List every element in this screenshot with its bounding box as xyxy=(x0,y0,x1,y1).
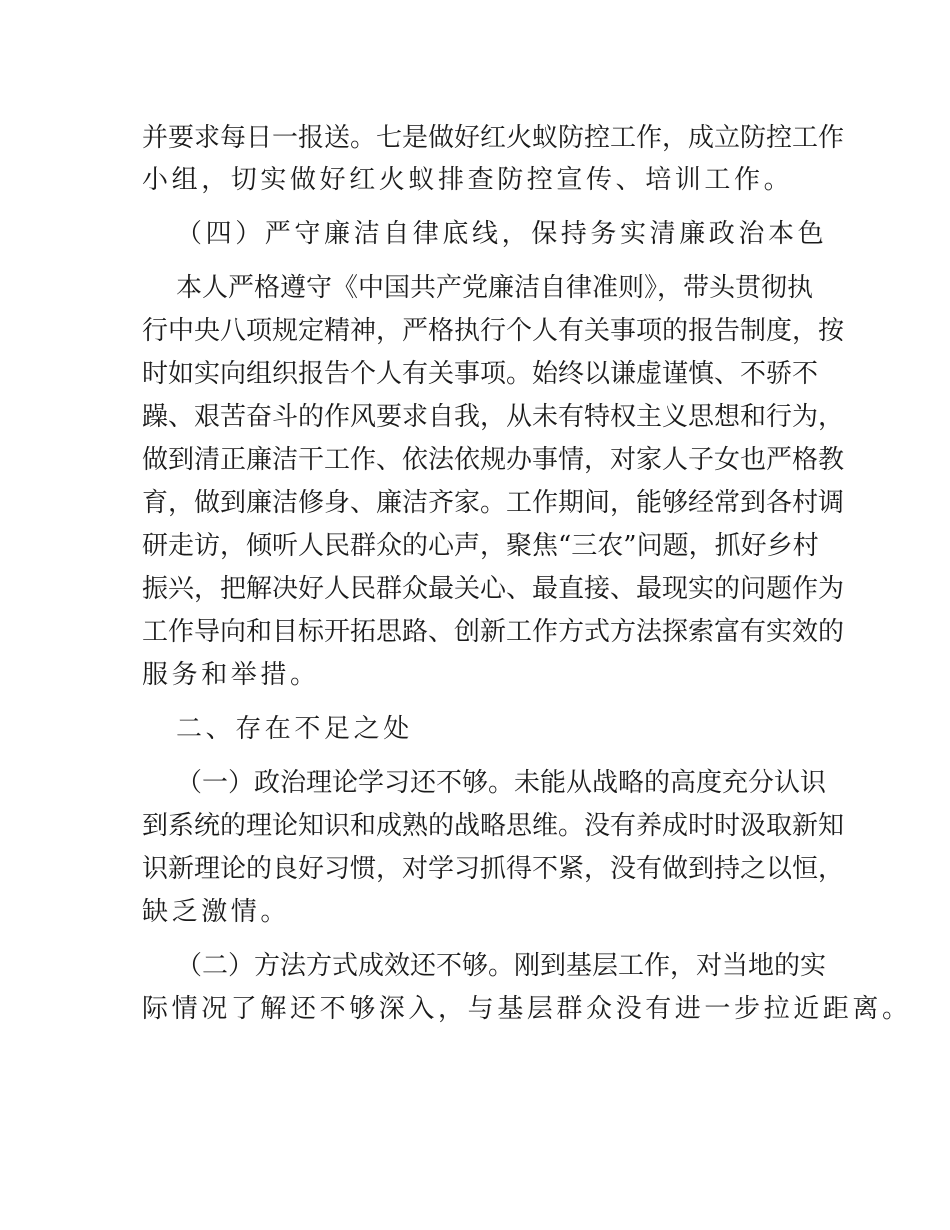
paragraph-line: 行中央八项规定精神，严格执行个人有关事项的报告制度，按 xyxy=(142,316,845,346)
paragraph-line: 服务和举措。 xyxy=(142,660,320,690)
section-heading: （四）严守廉洁自律底线，保持务实清廉政治本色 xyxy=(176,219,828,249)
paragraph-line: 缺乏激情。 xyxy=(142,897,291,927)
paragraph-line: 际情况了解还不够深入，与基层群众没有进一步拉近距离。 xyxy=(142,994,912,1024)
paragraph-line: 育，做到廉洁修身、廉洁齐家。工作期间，能够经常到各村调 xyxy=(142,488,845,518)
paragraph-line: 到系统的理论知识和成熟的战略思维。没有养成时时汲取新知 xyxy=(142,811,845,841)
paragraph-line: 本人严格遵守《中国共产党廉洁自律准则》，带头贯彻执 xyxy=(176,273,814,303)
paragraph-line: 小组，切实做好红火蚁排查防控宣传、培训工作。 xyxy=(142,165,794,195)
paragraph-line: 做到清正廉洁干工作、依法依规办事情，对家人子女也严格教 xyxy=(142,445,845,475)
paragraph-line: 识新理论的良好习惯，对学习抓得不紧，没有做到持之以恒， xyxy=(142,854,845,884)
section-heading: 二、存在不足之处 xyxy=(176,714,413,744)
paragraph-line: 研走访，倾听人民群众的心声，聚焦“三农”问题，抓好乡村 xyxy=(142,531,819,561)
paragraph-line: 并要求每日一报送。七是做好红火蚁防控工作，成立防控工作 xyxy=(142,123,845,153)
paragraph-line: （二）方法方式成效还不够。刚到基层工作，对当地的实 xyxy=(176,951,827,981)
paragraph-line: 时如实向组织报告个人有关事项。始终以谦虚谨慎、不骄不 xyxy=(142,359,819,389)
paragraph-line: （一）政治理论学习还不够。未能从战略的高度充分认识 xyxy=(176,768,827,798)
paragraph-line: 躁、艰苦奋斗的作风要求自我，从未有特权主义思想和行为， xyxy=(142,402,845,432)
paragraph-line: 工作导向和目标开拓思路、创新工作方式方法探索富有实效的 xyxy=(142,617,845,647)
paragraph-line: 振兴，把解决好人民群众最关心、最直接、最现实的问题作为 xyxy=(142,574,845,604)
